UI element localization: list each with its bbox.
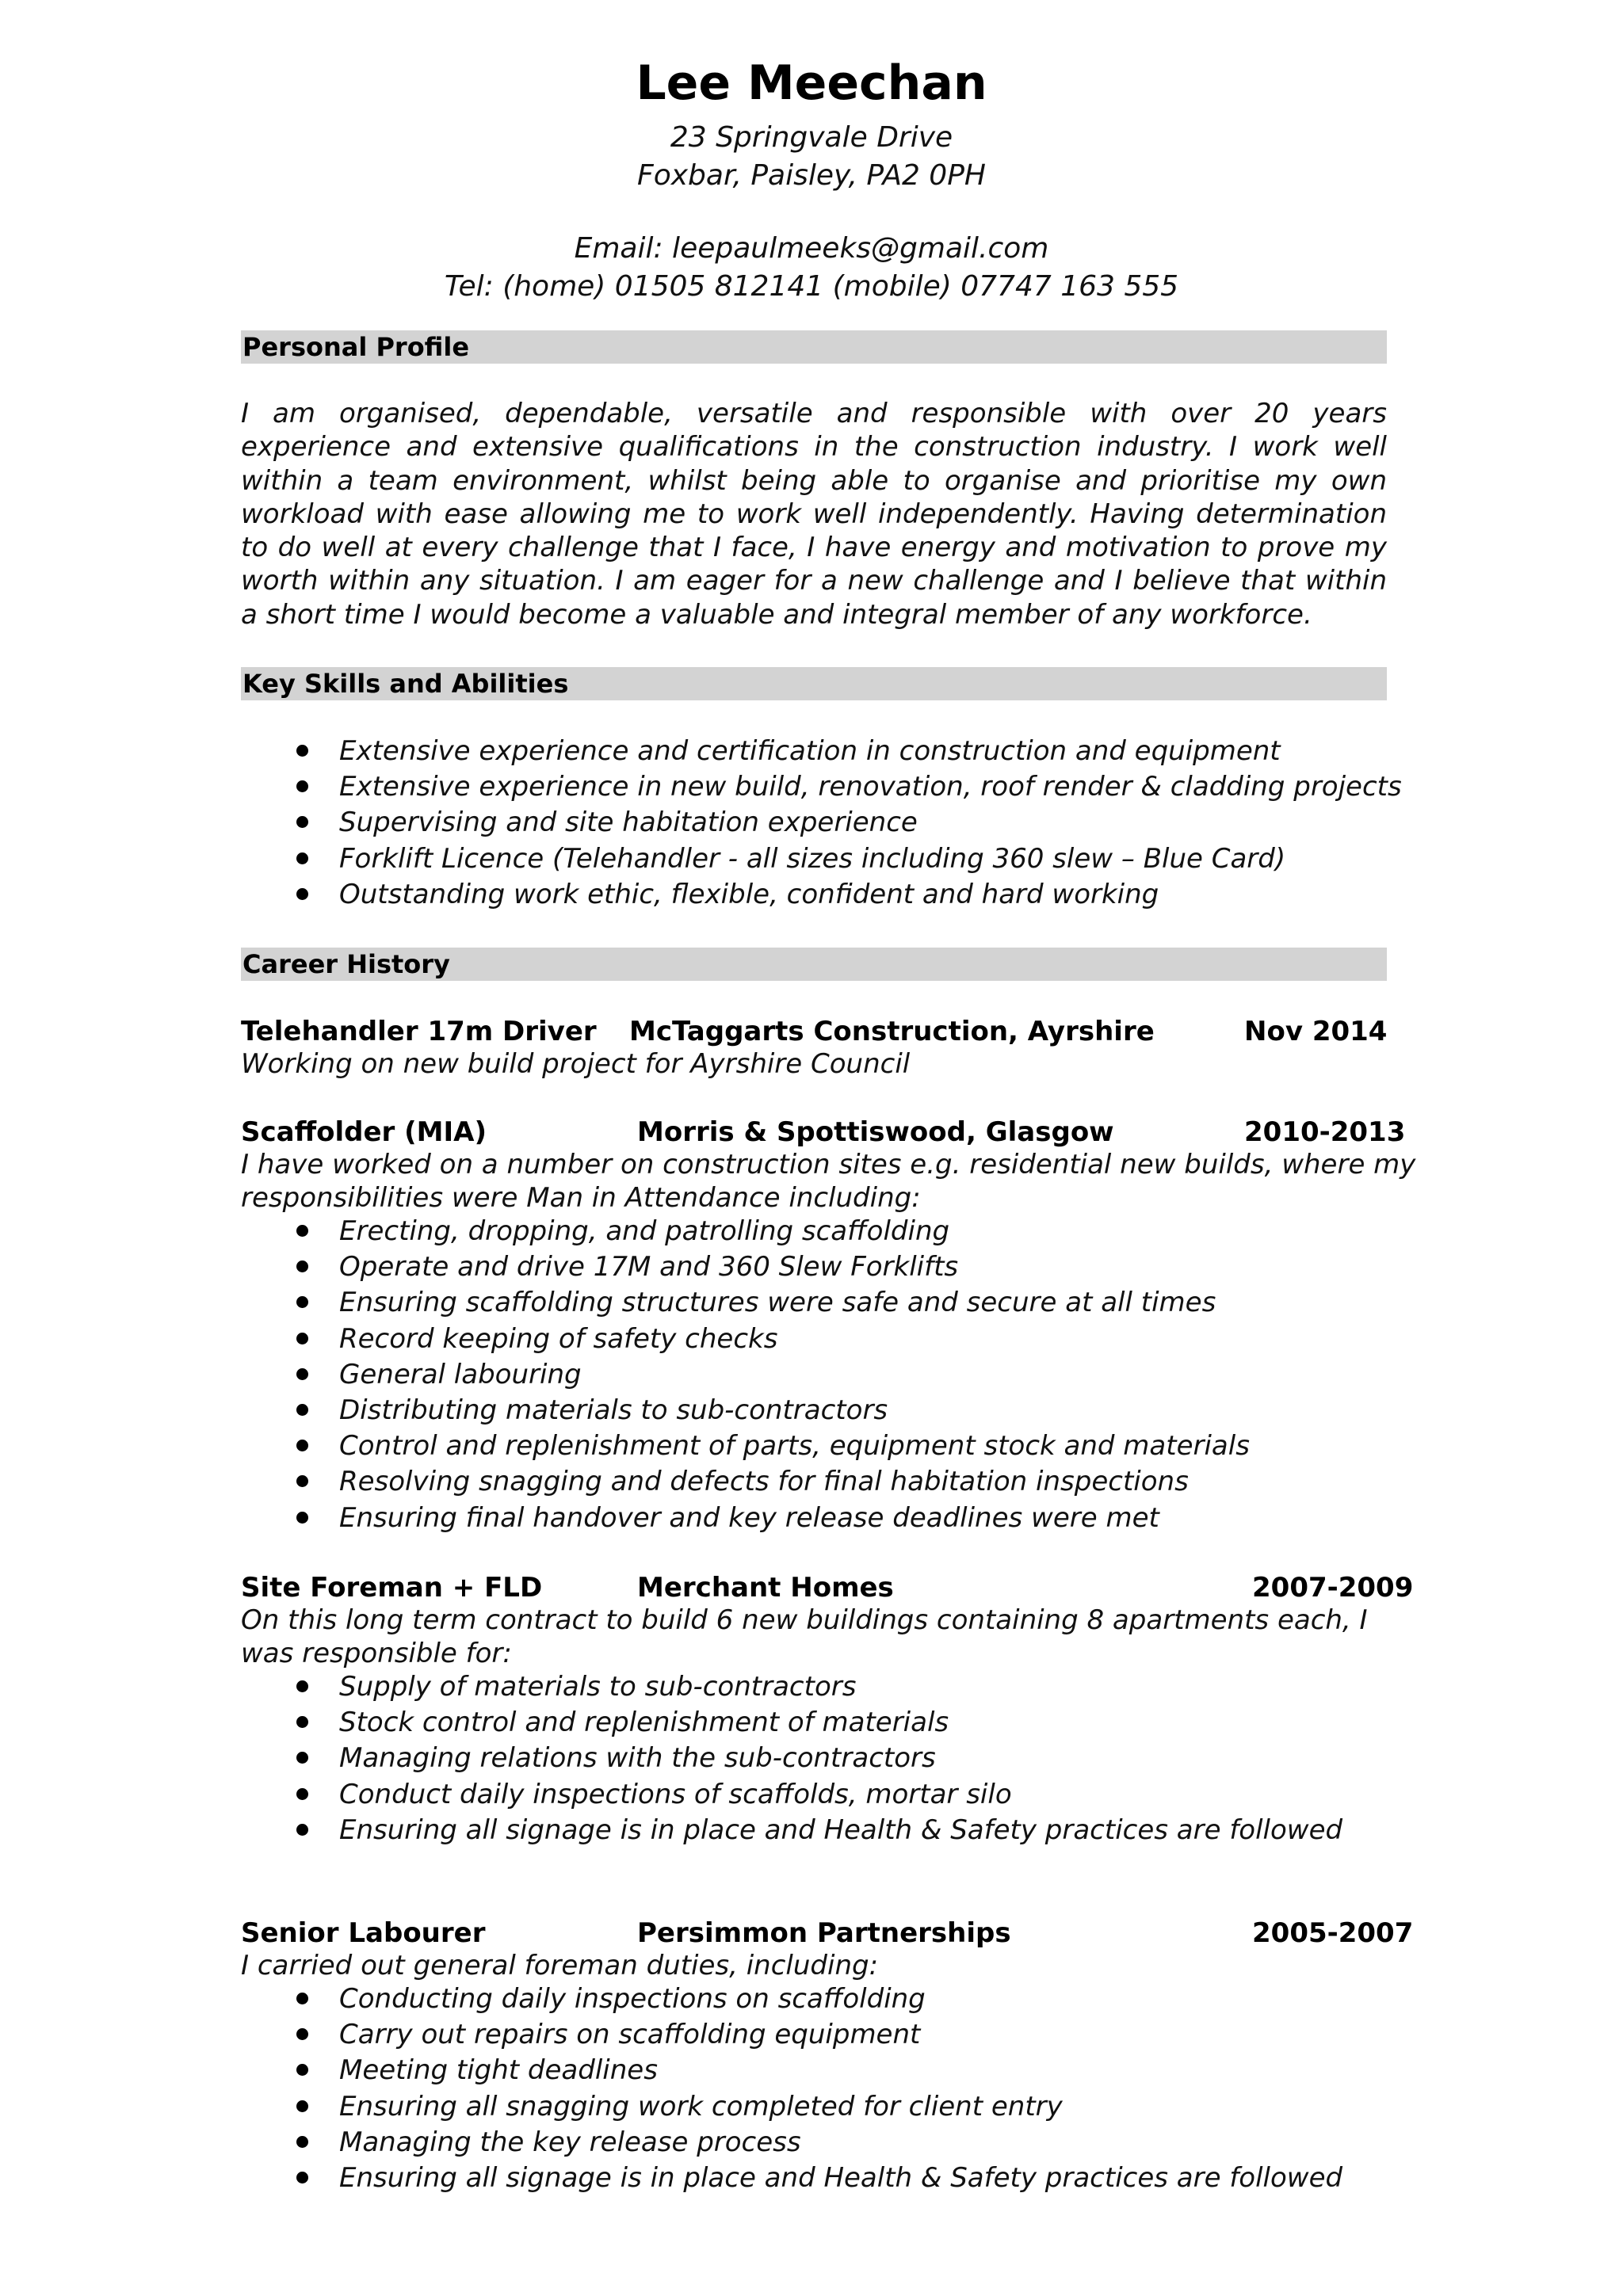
duty-text: Ensuring scaffolding structures were safe and secure at all times — [339, 1287, 1216, 1319]
duty-text: Managing the key release process — [339, 2126, 801, 2158]
list-item — [241, 2017, 1342, 2053]
duty-text: Ensuring all signage is in place and Health & Safety practices are followed — [339, 2162, 1343, 2195]
duty-text: Control and replenishment of parts, equipment stock and materials — [339, 1430, 1250, 1463]
job-description: I have worked on a number on construction sites e.g. residential new builds, where my — [241, 1149, 1416, 1180]
list-item — [241, 1669, 1342, 1705]
list-item — [241, 2089, 1342, 2125]
bullet-icon — [296, 1475, 308, 1487]
duty-text: Conduct daily inspections of scaffolds, mortar silo — [339, 1778, 1012, 1810]
list-item — [241, 1741, 1342, 1776]
job-company: McTaggarts Construction, Ayrshire — [629, 1016, 1155, 1047]
job-header-row — [241, 1916, 1414, 1951]
job-description: responsibilities were Man in Attendance including: — [241, 1182, 921, 1214]
list-item — [241, 1705, 1342, 1741]
telephone-line: Tel: (home) 01505 812141 (mobile) 07747 163 555 — [444, 270, 1179, 303]
job-title: Senior Labourer — [241, 1917, 486, 1949]
bullet-icon — [296, 1752, 308, 1764]
bullet-icon — [296, 2136, 308, 2148]
section-heading-personal-profile: Personal Profile — [241, 330, 1387, 364]
job-company: Persimmon Partnerships — [637, 1917, 1011, 1949]
section-heading-career-history: Career History — [241, 948, 1387, 981]
bullet-icon — [296, 852, 308, 864]
list-item — [241, 1428, 1250, 1464]
job-description: Working on new build project for Ayrshire Council — [241, 1048, 911, 1080]
job-header-row — [241, 1570, 1414, 1605]
section-heading-key-skills: Key Skills and Abilities — [241, 667, 1387, 700]
duty-text: Record keeping of safety checks — [339, 1322, 778, 1355]
list-item — [241, 1249, 1250, 1285]
skill-text: Outstanding work ethic, flexible, confident and hard working — [339, 878, 1159, 910]
duty-text: Erecting, dropping, and patrolling scaffolding — [339, 1215, 950, 1247]
list-item — [241, 805, 1402, 841]
list-item — [241, 1357, 1250, 1393]
bullet-icon — [296, 1512, 308, 1524]
bullet-icon — [296, 1404, 308, 1416]
job-header-row — [241, 1115, 1406, 1150]
bullet-icon — [296, 1333, 308, 1344]
bullet-icon — [296, 2100, 308, 2112]
bullet-icon — [296, 1993, 308, 2004]
duty-text: Supply of materials to sub-contractors — [339, 1671, 857, 1703]
skill-text: Supervising and site habitation experience — [339, 807, 918, 839]
duty-text: Meeting tight deadlines — [339, 2054, 658, 2087]
list-item — [241, 1285, 1250, 1321]
skills-list — [241, 734, 1402, 913]
list-item — [241, 2161, 1342, 2196]
duty-text: Carry out repairs on scaffolding equipment — [339, 2019, 921, 2051]
job-date: Nov 2014 — [1244, 1016, 1388, 1047]
job-description: On this long term contract to build 6 new buildings containing 8 apartments each, I — [241, 1604, 1368, 1636]
profile-text: I am organised, dependable, versatile and responsible with over 20 years experience and extensive qualifications in the construction industry. I work well within a team environment, whilst being able to organise and prioritise my own workload with ease allowing me to work well independently. Having determination to do well at every challenge that I face, I have energy and motivation to prove my worth within any situation. I am eager for a new challenge and I believe that within a short time I would become a valuable and integral member of any workforce. — [241, 398, 1387, 631]
candidate-name: Lee Meechan — [636, 55, 987, 111]
email-line: Email: leepaulmeeks@gmail.com — [574, 232, 1049, 265]
job-title: Site Foreman + FLD — [241, 1572, 543, 1604]
bullet-icon — [296, 745, 308, 757]
job-header-row — [241, 1014, 1387, 1049]
duty-text: Ensuring all snagging work completed for client entry — [339, 2090, 1063, 2122]
duty-text: General labouring — [339, 1358, 582, 1390]
job-title: Telehandler 17m Driver — [241, 1016, 597, 1047]
duty-text: Resolving snagging and defects for final habitation inspections — [339, 1466, 1189, 1498]
address-line-2: Foxbar, Paisley, PA2 0PH — [637, 159, 986, 192]
duty-text: Managing relations with the sub-contractors — [339, 1742, 936, 1775]
job-date: 2007-2009 — [1252, 1572, 1414, 1604]
list-item — [241, 2125, 1342, 2161]
bullet-icon — [296, 2028, 308, 2040]
skill-text: Forklift Licence (Telehandler - all sizes including 360 slew – Blue Card) — [339, 842, 1286, 875]
duty-text: Distributing materials to sub-contractors — [339, 1394, 888, 1427]
bullet-icon — [296, 1440, 308, 1451]
bullet-icon — [296, 2064, 308, 2076]
list-item — [241, 1813, 1342, 1848]
job-company: Merchant Homes — [637, 1572, 894, 1604]
list-item — [241, 1464, 1250, 1500]
bullet-icon — [296, 1716, 308, 1728]
bullet-icon — [296, 1680, 308, 1692]
skill-text: Extensive experience in new build, renovation, roof render & cladding projects — [339, 771, 1402, 803]
bullet-icon — [296, 888, 308, 900]
header-spacer — [0, 195, 1623, 230]
list-item — [241, 769, 1402, 805]
list-item — [241, 2053, 1342, 2088]
job-description: I carried out general foreman duties, including: — [241, 1950, 879, 1981]
bullet-icon — [296, 816, 308, 828]
bullet-icon — [296, 1296, 308, 1308]
list-item — [241, 1501, 1250, 1536]
list-item — [241, 877, 1402, 913]
cv-header — [0, 48, 1623, 306]
list-item — [241, 841, 1402, 877]
bullet-icon — [296, 1368, 308, 1380]
duty-text: Ensuring final handover and key release deadlines were met — [339, 1501, 1159, 1534]
job-date: 2005-2007 — [1252, 1917, 1414, 1949]
bullet-icon — [296, 1225, 308, 1237]
duty-text: Conducting daily inspections on scaffolding — [339, 1983, 926, 2015]
job-duties-list — [241, 1669, 1342, 1848]
bullet-icon — [296, 1261, 308, 1272]
bullet-icon — [296, 2172, 308, 2183]
duty-text: Operate and drive 17M and 360 Slew Forklifts — [339, 1251, 959, 1283]
list-item — [241, 734, 1402, 769]
skill-text: Extensive experience and certification in construction and equipment — [339, 735, 1281, 767]
bullet-icon — [296, 780, 308, 792]
job-title: Scaffolder (MIA) — [241, 1116, 487, 1148]
job-date: 2010-2013 — [1244, 1116, 1406, 1148]
job-company: Morris & Spottiswood, Glasgow — [637, 1116, 1114, 1148]
job-duties-list — [241, 1981, 1342, 2196]
job-description: was responsible for: — [241, 1638, 512, 1669]
list-item — [241, 1981, 1342, 2017]
list-item — [241, 1214, 1250, 1249]
job-duties-list — [241, 1214, 1250, 1536]
list-item — [241, 1393, 1250, 1428]
list-item — [241, 1322, 1250, 1357]
duty-text: Ensuring all signage is in place and Health & Safety practices are followed — [339, 1814, 1343, 1846]
list-item — [241, 1777, 1342, 1813]
address-line-1: 23 Springvale Drive — [670, 121, 953, 154]
bullet-icon — [296, 1788, 308, 1800]
bullet-icon — [296, 1824, 308, 1836]
duty-text: Stock control and replenishment of materials — [339, 1707, 949, 1739]
